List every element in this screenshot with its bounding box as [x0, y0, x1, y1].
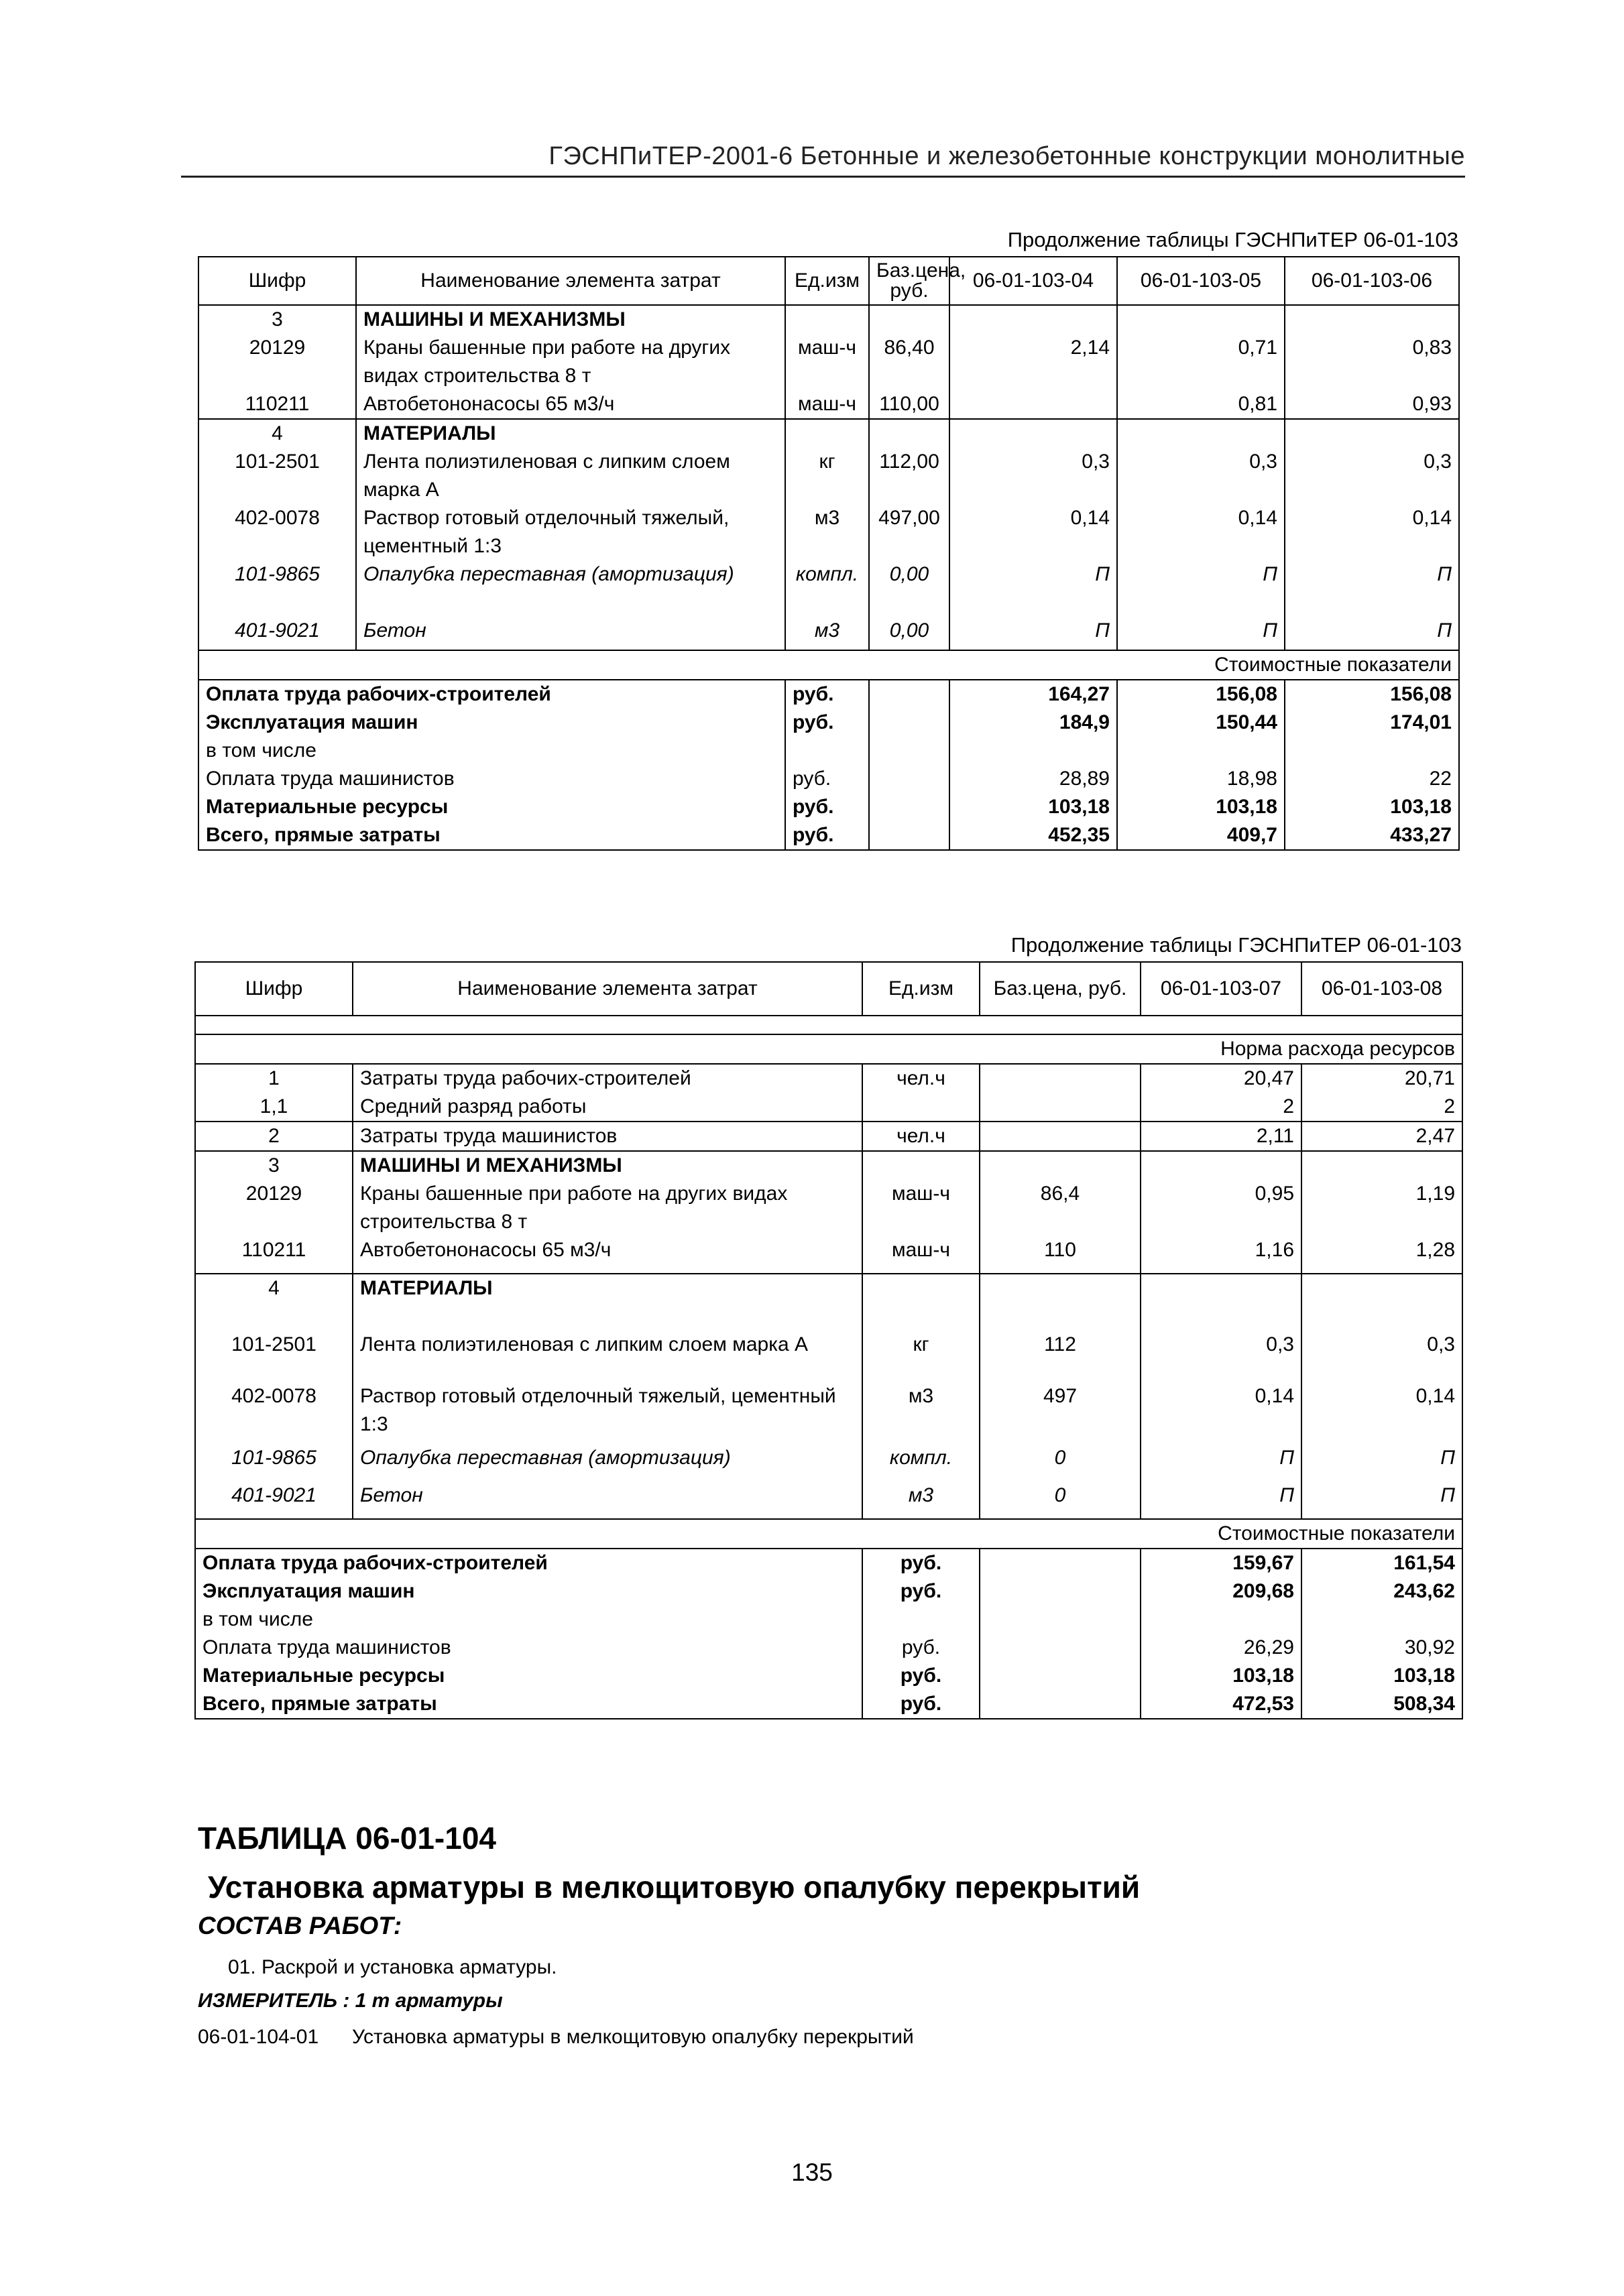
- empty-cell: [980, 1577, 1141, 1606]
- cost-name: Всего, прямые затраты: [198, 821, 785, 850]
- page-number: 135: [791, 2159, 833, 2186]
- header-cell: 06-01-103-04: [949, 257, 1117, 305]
- row-code: 110211: [195, 1236, 353, 1274]
- row-value: П: [1301, 1482, 1462, 1519]
- row-code: 402-0078: [195, 1377, 353, 1444]
- row-value: 0,3: [1301, 1313, 1462, 1377]
- table-row: [198, 334, 1459, 390]
- row-unit: [785, 419, 869, 448]
- row-name: Опалубка переставная (амортизация): [353, 1444, 862, 1482]
- cost-value: [1285, 737, 1459, 765]
- row-price: 497: [980, 1377, 1141, 1444]
- table-subtitle: Установка арматуры в мелкощитовую опалубку перекрытий: [208, 1870, 1141, 1905]
- row-price: 0,00: [869, 560, 949, 617]
- meter-line: ИЗМЕРИТЕЛЬ : 1 т арматуры: [198, 1990, 503, 2012]
- cost-value: 103,18: [1301, 1662, 1462, 1690]
- header-cell: 06-01-103-06: [1285, 257, 1459, 305]
- row-name: МАШИНЫ И МЕХАНИЗМЫ: [353, 1151, 862, 1180]
- table-row: [195, 1690, 1462, 1719]
- empty-cell: [869, 680, 949, 709]
- row-code: 402-0078: [198, 504, 356, 560]
- row-value: П: [1117, 617, 1285, 650]
- row-code: 2: [195, 1122, 353, 1151]
- row-value: 2,11: [1141, 1122, 1301, 1151]
- cost-name: Эксплуатация машин: [198, 709, 785, 737]
- row-value: 0,14: [1141, 1377, 1301, 1444]
- row-code: 101-9865: [198, 560, 356, 617]
- row-value: [1285, 419, 1459, 448]
- table-row: [195, 1064, 1462, 1093]
- header-cell: Шифр: [195, 962, 353, 1016]
- table-row: [198, 821, 1459, 850]
- row-code: 401-9021: [198, 617, 356, 650]
- row-price: [869, 305, 949, 334]
- cost-unit: руб.: [785, 765, 869, 793]
- row-value: 1,28: [1301, 1236, 1462, 1274]
- row-unit: маш-ч: [862, 1236, 980, 1274]
- header-cell: Баз.цена, руб.: [980, 962, 1141, 1016]
- running-header: ГЭСНПиТЕР-2001-6 Бетонные и железобетонные конструкции монолитные: [548, 142, 1465, 170]
- row-value: 1,16: [1141, 1236, 1301, 1274]
- header-cell: Наименование элемента затрат: [353, 962, 862, 1016]
- row-price: 0: [980, 1482, 1141, 1519]
- table-row: [198, 305, 1459, 334]
- cost-unit: [785, 737, 869, 765]
- row-value: 0,93: [1285, 390, 1459, 419]
- row-value: [1141, 1151, 1301, 1180]
- code-line-code: 06-01-104-01: [198, 2026, 319, 2048]
- row-name: Раствор готовый отделочный тяжелый, цементный 1:3: [356, 504, 785, 560]
- row-value: 2,14: [949, 334, 1117, 390]
- row-value: П: [1141, 1444, 1301, 1482]
- row-price: [980, 1064, 1141, 1093]
- row-value: П: [1285, 617, 1459, 650]
- empty-cell: [869, 765, 949, 793]
- row-code: 3: [195, 1151, 353, 1180]
- row-code: 3: [198, 305, 356, 334]
- row-name: Бетон: [353, 1482, 862, 1519]
- header-cell: 06-01-103-08: [1301, 962, 1462, 1016]
- row-code: 4: [198, 419, 356, 448]
- row-value: 0,3: [1285, 448, 1459, 504]
- cost-unit: руб.: [785, 709, 869, 737]
- header-rule: [181, 176, 1465, 178]
- cost-value: [1301, 1606, 1462, 1634]
- row-unit: м3: [785, 617, 869, 650]
- row-name: Краны башенные при работе на других видах строительства 8 т: [356, 334, 785, 390]
- cost-name: Оплата труда машинистов: [195, 1634, 862, 1662]
- table-row: [198, 709, 1459, 737]
- empty-cell: [869, 709, 949, 737]
- empty-cell: [980, 1662, 1141, 1690]
- work-heading: СОСТАВ РАБОТ:: [198, 1912, 402, 1939]
- table-row: [198, 448, 1459, 504]
- cost-unit: руб.: [862, 1690, 980, 1719]
- row-unit: маш-ч: [785, 390, 869, 419]
- row-unit: м3: [862, 1377, 980, 1444]
- row-value: 0,81: [1117, 390, 1285, 419]
- cost-value: 156,08: [1117, 680, 1285, 709]
- row-value: [949, 305, 1117, 334]
- row-value: 0,83: [1285, 334, 1459, 390]
- empty-cell: [980, 1606, 1141, 1634]
- row-value: 1,19: [1301, 1180, 1462, 1236]
- row-value: 0,71: [1117, 334, 1285, 390]
- row-unit: чел.ч: [862, 1122, 980, 1151]
- row-price: [980, 1151, 1141, 1180]
- row-code: 1: [195, 1064, 353, 1093]
- row-value: [1117, 305, 1285, 334]
- empty-cell: [869, 821, 949, 850]
- header-cell: Ед.изм: [862, 962, 980, 1016]
- table-row: [198, 680, 1459, 709]
- cost-value: 161,54: [1301, 1549, 1462, 1577]
- table-row: [195, 1662, 1462, 1690]
- code-line-text: Установка арматуры в мелкощитовую опалубку перекрытий: [352, 2026, 914, 2048]
- row-value: 0,14: [1285, 504, 1459, 560]
- table-row: [195, 1093, 1462, 1122]
- empty-cell: [980, 1549, 1141, 1577]
- table-row: [195, 1236, 1462, 1274]
- cost-value: 150,44: [1117, 709, 1285, 737]
- norm-band-row: [195, 1034, 1462, 1064]
- cost-value: 26,29: [1141, 1634, 1301, 1662]
- table-row: [198, 390, 1459, 419]
- table2-caption: Продолжение таблицы ГЭСНПиТЕР 06-01-103: [1010, 933, 1462, 957]
- table-row: [195, 1606, 1462, 1634]
- cost-value: 452,35: [949, 821, 1117, 850]
- row-price: 0: [980, 1444, 1141, 1482]
- cost-value: 433,27: [1285, 821, 1459, 850]
- row-name: Краны башенные при работе на других видах строительства 8 т: [353, 1180, 862, 1236]
- cost-value: [949, 737, 1117, 765]
- row-price: 86,40: [869, 334, 949, 390]
- row-name: Лента полиэтиленовая с липким слоем марка А: [353, 1313, 862, 1377]
- row-value: [949, 390, 1117, 419]
- cost-name: в том числе: [195, 1606, 862, 1634]
- row-name: МАТЕРИАЛЫ: [353, 1274, 862, 1313]
- row-price: 110: [980, 1236, 1141, 1274]
- table1-header-row: [198, 257, 1459, 305]
- row-value: 20,47: [1141, 1064, 1301, 1093]
- row-unit: маш-ч: [785, 334, 869, 390]
- cost-name: Оплата труда машинистов: [198, 765, 785, 793]
- table-row: [198, 617, 1459, 650]
- cost-value: 156,08: [1285, 680, 1459, 709]
- cost-name: Материальные ресурсы: [198, 793, 785, 821]
- table-row: [195, 1549, 1462, 1577]
- row-name: Опалубка переставная (амортизация): [356, 560, 785, 617]
- table-row: [198, 560, 1459, 617]
- row-name: Автобетононасосы 65 м3/ч: [356, 390, 785, 419]
- row-unit: [862, 1093, 980, 1122]
- row-value: П: [1301, 1444, 1462, 1482]
- row-price: 112,00: [869, 448, 949, 504]
- row-price: [980, 1093, 1141, 1122]
- row-code: 101-9865: [195, 1444, 353, 1482]
- row-unit: кг: [785, 448, 869, 504]
- row-code: 20129: [198, 334, 356, 390]
- row-unit: м3: [862, 1482, 980, 1519]
- row-value: П: [1141, 1482, 1301, 1519]
- table-row: [198, 793, 1459, 821]
- cost-name: Оплата труда рабочих-строителей: [198, 680, 785, 709]
- row-value: П: [1117, 560, 1285, 617]
- row-code: 101-2501: [198, 448, 356, 504]
- row-value: П: [949, 617, 1117, 650]
- row-price: [980, 1274, 1141, 1313]
- row-code: 101-2501: [195, 1313, 353, 1377]
- row-value: 0,95: [1141, 1180, 1301, 1236]
- cost-name: Материальные ресурсы: [195, 1662, 862, 1690]
- cost-unit: руб.: [862, 1634, 980, 1662]
- row-price: [980, 1122, 1141, 1151]
- row-code: 4: [195, 1274, 353, 1313]
- row-value: [1301, 1274, 1462, 1313]
- empty-cell: [869, 737, 949, 765]
- spacer-row: [195, 1016, 1462, 1034]
- empty-cell: [980, 1634, 1141, 1662]
- cost-value: 472,53: [1141, 1690, 1301, 1719]
- table2: [194, 961, 1463, 1719]
- row-value: [949, 419, 1117, 448]
- cost-band: Стоимостные показатели: [198, 650, 1459, 680]
- cost-unit: [862, 1606, 980, 1634]
- cost-value: 184,9: [949, 709, 1117, 737]
- cost-value: 409,7: [1117, 821, 1285, 850]
- cost-value: 103,18: [1117, 793, 1285, 821]
- row-name: Лента полиэтиленовая с липким слоем марка А: [356, 448, 785, 504]
- table-row: [198, 737, 1459, 765]
- row-name: Затраты труда рабочих-строителей: [353, 1064, 862, 1093]
- table-row: [198, 419, 1459, 448]
- row-value: 0,3: [949, 448, 1117, 504]
- row-price: 497,00: [869, 504, 949, 560]
- cost-value: 243,62: [1301, 1577, 1462, 1606]
- row-name: Затраты труда машинистов: [353, 1122, 862, 1151]
- row-unit: м3: [785, 504, 869, 560]
- cost-unit: руб.: [785, 793, 869, 821]
- cost-value: 209,68: [1141, 1577, 1301, 1606]
- table-row: [195, 1180, 1462, 1236]
- header-cell: 06-01-103-05: [1117, 257, 1285, 305]
- table-row: [198, 504, 1459, 560]
- row-code: 110211: [198, 390, 356, 419]
- cost-name: Оплата труда рабочих-строителей: [195, 1549, 862, 1577]
- table1: [198, 256, 1460, 851]
- cost-name: в том числе: [198, 737, 785, 765]
- table-row: [195, 1313, 1462, 1377]
- row-price: 86,4: [980, 1180, 1141, 1236]
- table-title: ТАБЛИЦА 06-01-104: [198, 1821, 496, 1856]
- cost-unit: руб.: [785, 680, 869, 709]
- row-value: [1301, 1151, 1462, 1180]
- cost-unit: руб.: [785, 821, 869, 850]
- row-unit: [785, 305, 869, 334]
- cost-value: [1117, 737, 1285, 765]
- row-value: 20,71: [1301, 1064, 1462, 1093]
- row-value: 0,14: [949, 504, 1117, 560]
- cost-value: 174,01: [1285, 709, 1459, 737]
- row-unit: кг: [862, 1313, 980, 1377]
- table-row: [195, 1274, 1462, 1313]
- row-unit: маш-ч: [862, 1180, 980, 1236]
- header-cell: Ед.изм: [785, 257, 869, 305]
- row-value: 0,14: [1117, 504, 1285, 560]
- row-value: 2: [1141, 1093, 1301, 1122]
- row-unit: компл.: [862, 1444, 980, 1482]
- row-unit: [862, 1151, 980, 1180]
- code-line: [198, 2026, 914, 2049]
- row-unit: компл.: [785, 560, 869, 617]
- cost-value: 30,92: [1301, 1634, 1462, 1662]
- table-row: [195, 1122, 1462, 1151]
- row-price: 0,00: [869, 617, 949, 650]
- row-value: [1117, 419, 1285, 448]
- row-name: МАШИНЫ И МЕХАНИЗМЫ: [356, 305, 785, 334]
- cost-value: 28,89: [949, 765, 1117, 793]
- cost-value: 159,67: [1141, 1549, 1301, 1577]
- cost-unit: руб.: [862, 1549, 980, 1577]
- table-row: [195, 1482, 1462, 1519]
- row-value: 0,14: [1301, 1377, 1462, 1444]
- row-name: Средний разряд работы: [353, 1093, 862, 1122]
- table1-caption: Продолжение таблицы ГЭСНПиТЕР 06-01-103: [1007, 228, 1458, 251]
- cost-value: 103,18: [1285, 793, 1459, 821]
- row-name: МАТЕРИАЛЫ: [356, 419, 785, 448]
- cost-name: Всего, прямые затраты: [195, 1690, 862, 1719]
- row-price: 110,00: [869, 390, 949, 419]
- cost-band: Стоимостные показатели: [195, 1519, 1462, 1549]
- row-value: П: [949, 560, 1117, 617]
- row-unit: чел.ч: [862, 1064, 980, 1093]
- row-price: [869, 419, 949, 448]
- row-unit: [862, 1274, 980, 1313]
- empty-cell: [869, 793, 949, 821]
- row-code: 20129: [195, 1180, 353, 1236]
- header-cell: Шифр: [198, 257, 356, 305]
- work-item: 01. Раскрой и установка арматуры.: [228, 1956, 557, 1978]
- table-row: [195, 1151, 1462, 1180]
- header-cell: 06-01-103-07: [1141, 962, 1301, 1016]
- row-value: 0,3: [1117, 448, 1285, 504]
- row-price: 112: [980, 1313, 1141, 1377]
- row-name: Автобетононасосы 65 м3/ч: [353, 1236, 862, 1274]
- cost-unit: руб.: [862, 1577, 980, 1606]
- spacer-cell: [195, 1016, 1462, 1034]
- header-cell: Баз.цена, руб.: [869, 257, 949, 305]
- row-value: 2: [1301, 1093, 1462, 1122]
- header-cell: Наименование элемента затрат: [356, 257, 785, 305]
- table-row: [195, 1634, 1462, 1662]
- table2-header-row: [195, 962, 1462, 1016]
- cost-value: 103,18: [1141, 1662, 1301, 1690]
- cost-value: 103,18: [949, 793, 1117, 821]
- row-code: 1,1: [195, 1093, 353, 1122]
- row-value: 2,47: [1301, 1122, 1462, 1151]
- cost-value: 22: [1285, 765, 1459, 793]
- row-value: [1141, 1274, 1301, 1313]
- cost-band-row: [198, 650, 1459, 680]
- table-row: [195, 1577, 1462, 1606]
- row-name: Раствор готовый отделочный тяжелый, цементный 1:3: [353, 1377, 862, 1444]
- row-name: Бетон: [356, 617, 785, 650]
- row-value: 0,3: [1141, 1313, 1301, 1377]
- table-row: [195, 1444, 1462, 1482]
- row-code: 401-9021: [195, 1482, 353, 1519]
- row-value: [1285, 305, 1459, 334]
- norm-band: Норма расхода ресурсов: [195, 1034, 1462, 1064]
- table-row: [198, 765, 1459, 793]
- empty-cell: [980, 1690, 1141, 1719]
- cost-value: 508,34: [1301, 1690, 1462, 1719]
- cost-band-row: [195, 1519, 1462, 1549]
- row-value: П: [1285, 560, 1459, 617]
- table-row: [195, 1377, 1462, 1444]
- cost-value: 18,98: [1117, 765, 1285, 793]
- cost-value: [1141, 1606, 1301, 1634]
- cost-value: 164,27: [949, 680, 1117, 709]
- cost-name: Эксплуатация машин: [195, 1577, 862, 1606]
- cost-unit: руб.: [862, 1662, 980, 1690]
